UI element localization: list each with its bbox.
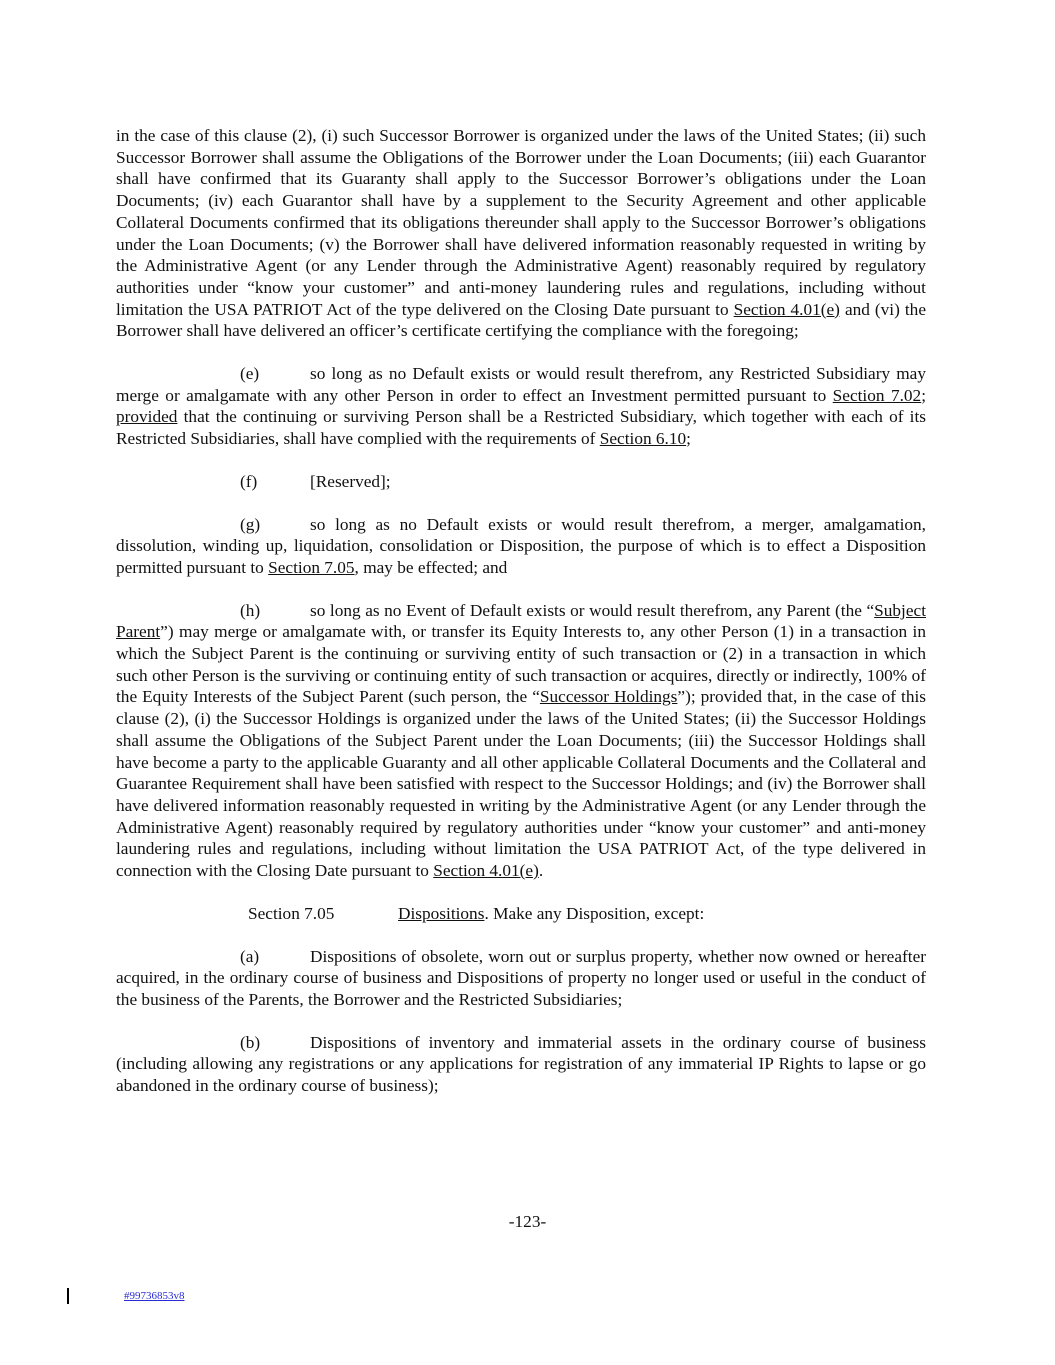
clause-a — [116, 946, 926, 1011]
section-text: . Make any Disposition, except: — [484, 903, 705, 923]
clause-label: (b) — [240, 1032, 261, 1052]
section-reference: Section 7.05 — [268, 557, 355, 577]
clause-f — [116, 471, 926, 493]
clause-b — [116, 1032, 926, 1097]
clause-label: (h) — [240, 600, 261, 620]
text: Dispositions of inventory and immaterial assets in the ordinary course of business (including allowing any registrations or any applications for registration of any immaterial IP Rights to lapse or go abandoned in the ordinary course of business); — [116, 1032, 926, 1096]
text: so long as no Event of Default exists or would result therefrom, any Parent (the “ — [310, 600, 875, 620]
defined-term: provided — [116, 407, 178, 427]
text: and (vi) the Borrower shall have delivered an officer’s certificate certifying the compliance with the foregoing; — [116, 299, 926, 341]
text: that the continuing or surviving Person shall be a Restricted Subsidiary, which together with each of its Restricted Subsidiaries, shall have complied with the requirements of — [116, 407, 926, 449]
text: ”) may merge or amalgamate with, or transfer its Equity Interests to, any other Person (1) in a transaction in which the Subject Parent is the continuing or surviving entity of such transaction or (2) in a transaction in which such other Person is the surviving or continuing entity of such transaction or acquires, directly or indirectly, 100% of the Equity Interests of the Subject Parent (such person, the “ — [116, 622, 926, 707]
section-reference: Section 4.01(e) — [433, 861, 539, 881]
text: [Reserved]; — [310, 471, 391, 491]
section-reference: Section 7.02 — [832, 385, 922, 405]
clause-label: (a) — [240, 946, 260, 966]
clause-label: (f) — [240, 471, 258, 491]
text: , may be effected; and — [354, 557, 508, 577]
section-title: Dispositions — [398, 903, 485, 923]
text: in the case of this clause (2), (i) such Successor Borrower is organized under the laws of the United States; (ii) such Successor Borrower shall assume the Obligations of the Borrower under the Loan Documents; (iii) each Guarantor shall have confirmed that its Guaranty shall apply to the Successor Borrower’s obligations under the Loan Documents; (iv) each Guarantor shall have by a supplement to the Security Agreement and other applicable Collateral Documents confirmed that its obligations thereunder shall apply to the Successor Borrower’s obligations under the Loan Documents; (v) the Borrower shall have delivered information reasonably requested in writing by the Administrative Agent (or any Lender through the Administrative Agent) reasonably required by regulatory authorities under “know your customer” and anti-money laundering rules and regulations, including without limitation the USA PATRIOT Act of the type delivered on the Closing Date pursuant to — [116, 126, 926, 319]
section-number: Section 7.05 — [248, 903, 335, 923]
text: . — [538, 861, 544, 881]
defined-term: Subject Parent — [116, 600, 926, 642]
section-reference: Section 6.10 — [599, 429, 687, 449]
clause-g — [116, 514, 926, 579]
text: ; — [921, 385, 927, 405]
clause-e — [116, 363, 926, 450]
document-id-link[interactable]: #99736853v8 — [124, 1290, 185, 1302]
clause-label: (g) — [240, 514, 261, 534]
change-bar — [67, 1288, 69, 1304]
text: ; — [686, 429, 691, 449]
document-body — [116, 125, 926, 1118]
defined-term: Successor Holdings — [539, 687, 678, 707]
clause-h — [116, 600, 926, 882]
text: ”); provided that, in the case of this clause (2), (i) the Successor Holdings is organized under the laws of the United States; (ii) the Successor Holdings shall assume the Obligations of the Subject Parent under the Loan Documents; (iii) the Successor Holdings shall have become a party to the applicable Guaranty and all other applicable Collateral Documents and the Collateral and Guarantee Requirement shall have been satisfied with respect to the Successor Holdings; and (iv) the Borrower shall have delivered information reasonably requested in writing by the Administrative Agent (or any Lender through the Administrative Agent) reasonably required by regulatory authorities under “know your customer” and anti-money laundering rules and regulations, including without limitation the USA PATRIOT Act, of the type delivered in connection with the Closing Date pursuant to — [116, 687, 926, 881]
section-heading — [116, 903, 926, 925]
text: Dispositions of obsolete, worn out or surplus property, whether now owned or hereafter acquired, in the ordinary course of business and Dispositions of property no longer used or useful in the conduct of the business of the Parents, the Borrower and the Restricted Subsidiaries; — [116, 946, 926, 1009]
text: so long as no Default exists or would result therefrom, a merger, amalgamation, dissolution, winding up, liquidation, consolidation or Disposition, the purpose of which is to effect a Disposition permitted pursuant to — [116, 514, 926, 577]
clause-label: (e) — [240, 364, 260, 384]
section-reference: Section 4.01(e) — [733, 299, 840, 319]
page-number: -123- — [508, 1212, 547, 1231]
text: so long as no Default exists or would result therefrom, any Restricted Subsidiary may merge or amalgamate with any other Person in order to effect an Investment permitted pursuant to — [116, 364, 926, 405]
paragraph-continuation — [116, 125, 926, 342]
